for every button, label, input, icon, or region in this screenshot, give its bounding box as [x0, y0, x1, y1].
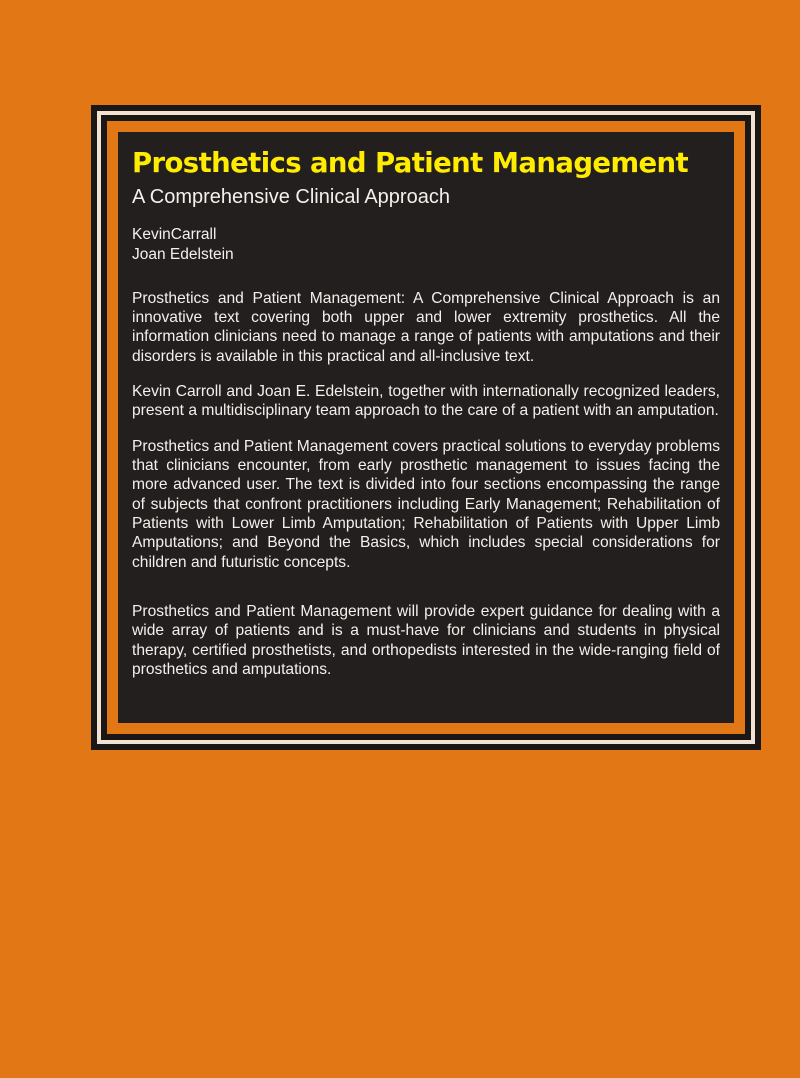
author-list — [132, 225, 720, 265]
description-paragraph: Kevin Carroll and Joan E. Edelstein, together with internationally recognized leaders, present a multidisciplinary team approach to the care of a patient with an amputation. — [132, 383, 720, 420]
cover-panel-frame — [91, 105, 761, 750]
author-name: KevinCarrall — [132, 225, 217, 243]
description-paragraph: Prosthetics and Patient Management: A Comprehensive Clinical Approach is an innovative text covering both upper and lower extremity prosthetics. All the information clinicians need to manage a range of patients with amputations and their disorders is available in this practical and all-inclusive text. — [132, 289, 720, 365]
book-description — [132, 289, 720, 680]
book-subtitle: A Comprehensive Clinical Approach — [132, 185, 450, 208]
book-title: Prosthetics and Patient Management — [132, 147, 689, 179]
cover-text-panel — [118, 132, 734, 723]
author-name: Joan Edelstein — [132, 245, 234, 263]
description-paragraph: Prosthetics and Patient Management covers practical solutions to everyday problems that clinicians encounter, from early prosthetic management to issues facing the more advanced user. The text is divided into four sections encompassing the range of subjects that confront practitioners including Early Management; Rehabilitation of Patients with Lower Limb Amputation; Rehabilitation of Patients with Upper Limb Amputations; and Beyond the Basics, which includes special considerations for children and futuristic concepts. — [132, 437, 720, 571]
description-paragraph: Prosthetics and Patient Management will provide expert guidance for dealing with a wide array of patients and is a must-have for clinicians and students in physical therapy, certified prosthetists, and orthopedists interested in the wide-ranging field of prosthetics and amputations. — [132, 603, 720, 679]
